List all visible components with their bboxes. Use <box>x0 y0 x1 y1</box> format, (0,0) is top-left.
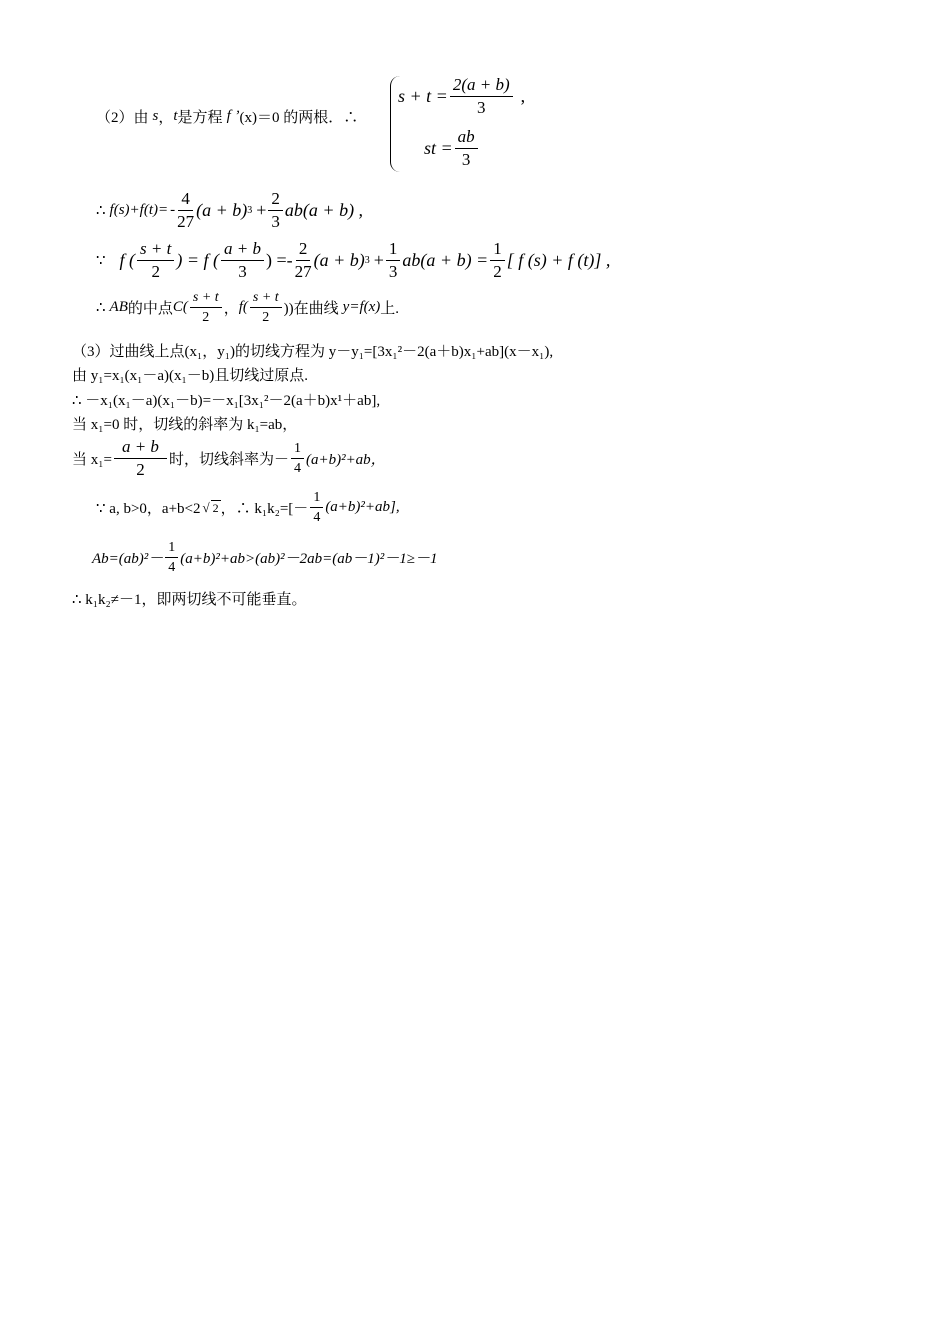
numerator: 2 <box>296 240 311 261</box>
text: [ f (s) + f (t)] , <box>506 250 611 270</box>
therefore-symbol: ∴ <box>96 300 106 316</box>
numerator: s + t <box>190 290 222 308</box>
text: ab(a + b) = <box>402 250 489 270</box>
eq2-lhs: st = <box>424 138 453 158</box>
text: (a+b)²+ab], <box>325 499 400 515</box>
text: f ( <box>119 250 136 270</box>
denominator: 4 <box>293 461 301 476</box>
numerator: 1 <box>291 441 304 459</box>
sum-f-line <box>96 190 363 231</box>
text: ) =- <box>265 250 293 270</box>
text: (x)＝0 的两根．∴ <box>239 110 359 126</box>
var-s: s <box>152 108 159 124</box>
minus: - <box>170 202 176 218</box>
text: ) = f ( <box>176 250 219 270</box>
text: ， <box>223 301 239 317</box>
denominator: 2 <box>493 262 502 281</box>
fraction <box>114 438 167 479</box>
denominator: 3 <box>238 262 247 281</box>
eq1-lhs: s + t = <box>398 86 448 106</box>
sqrt-radicand: 2 <box>212 500 219 515</box>
fraction <box>165 540 178 575</box>
numerator: s + t <box>250 290 282 308</box>
numerator: 2 <box>268 190 283 211</box>
text: ，∴ k₁k₂=[－ <box>220 501 309 517</box>
system-equation-1 <box>398 76 525 117</box>
numerator: s + t <box>137 240 174 261</box>
midpoint-value-line <box>96 240 610 281</box>
fraction <box>295 240 312 281</box>
text: ∴ －x₁(x₁－a)(x₁－b)=－x₁[3x₁²－2(a＋b)x¹＋ab], <box>72 393 381 409</box>
part3-inequality-line <box>92 540 437 575</box>
denominator: 27 <box>177 212 195 231</box>
text: ∵ a, b>0，a+b<2 <box>96 501 201 517</box>
part3-tangent-equation <box>72 340 553 361</box>
fraction <box>190 290 222 325</box>
numerator: 4 <box>178 190 193 211</box>
text: ∴ k₁k₂≠－1，即两切线不可能垂直。 <box>72 592 307 608</box>
fraction <box>386 240 401 281</box>
text: （3）过曲线上点(x₁，y₁)的切线方程为 y－y₁=[3x₁²－2(a＋b)x₁+ab](x－x₁), <box>72 344 554 360</box>
fraction <box>310 490 323 525</box>
text: 是方程 <box>177 110 223 126</box>
numerator: 1 <box>490 240 505 261</box>
fraction <box>221 240 264 281</box>
text: 的中点 <box>127 301 173 317</box>
denominator: 3 <box>388 262 398 281</box>
text: 时，切线斜率为－ <box>168 452 289 468</box>
superscript: 3 <box>247 205 253 216</box>
f-prime: f ’ <box>226 108 240 124</box>
fraction <box>250 290 282 325</box>
part3-conclusion <box>72 588 307 609</box>
text: （2）由 <box>96 110 149 126</box>
denominator: 3 <box>271 212 280 231</box>
denominator: 4 <box>168 560 176 575</box>
text: (a + b) <box>196 200 248 220</box>
part3-case-zero <box>72 413 297 434</box>
numerator: 1 <box>165 540 178 558</box>
text: y=f(x) <box>342 299 381 315</box>
text: (a+b)²+ab， <box>305 452 386 468</box>
text: ab(a + b) , <box>284 200 364 220</box>
var-t: t <box>173 108 178 124</box>
text: AB <box>109 299 128 315</box>
numerator: a + b <box>114 438 167 459</box>
numerator: a + b <box>221 240 264 261</box>
trailing-comma: , <box>520 86 526 106</box>
denominator: 27 <box>294 262 312 281</box>
fraction <box>490 240 505 281</box>
part3-substitution <box>72 389 380 410</box>
part3-case-half <box>72 438 386 479</box>
numerator: 1 <box>386 240 401 261</box>
part2-intro-line <box>96 106 358 127</box>
text: Ab=(ab)²－ <box>92 551 164 567</box>
numerator: ab <box>455 128 478 149</box>
text: ， <box>158 110 174 126</box>
eq1-fraction <box>450 76 513 117</box>
because-symbol: ∵ <box>96 253 106 269</box>
text: 当 x₁=0 时，切线的斜率为 k₁=ab， <box>72 417 298 433</box>
text: (a+b)²+ab>(ab)²－2ab=(ab－1)²－1≥－1 <box>180 551 438 567</box>
midpoint-conclusion-line <box>96 290 399 325</box>
sqrt-icon: √ <box>202 499 210 515</box>
fraction <box>268 190 283 231</box>
therefore-symbol: ∴ <box>96 203 106 219</box>
text: (a + b) <box>313 250 365 270</box>
denominator: 3 <box>461 150 471 169</box>
denominator: 4 <box>313 510 321 525</box>
part3-product-line <box>96 490 400 525</box>
text: 当 x₁= <box>72 452 112 468</box>
text: 由 y₁=x₁(x₁－a)(x₁－b)且切线过原点. <box>72 368 309 384</box>
text: 上. <box>380 301 400 317</box>
fraction <box>137 240 174 281</box>
denominator: 3 <box>476 98 486 117</box>
denominator: 2 <box>202 310 210 325</box>
fraction <box>177 190 194 231</box>
denominator: 2 <box>151 262 160 281</box>
numerator: 2(a + b) <box>450 76 513 97</box>
system-equation-2 <box>424 128 480 169</box>
superscript: 3 <box>364 255 370 266</box>
plus: + <box>373 250 384 270</box>
text: f(s)+f(t)= <box>109 202 169 218</box>
text: C( <box>172 299 188 315</box>
part3-origin-condition <box>72 364 308 385</box>
denominator: 2 <box>262 310 270 325</box>
plus: + <box>256 200 267 220</box>
text: f( <box>238 299 248 315</box>
eq2-fraction <box>455 128 478 169</box>
text: ))在曲线 <box>283 301 339 317</box>
fraction <box>291 441 304 476</box>
denominator: 2 <box>136 460 145 479</box>
numerator: 1 <box>310 490 323 508</box>
